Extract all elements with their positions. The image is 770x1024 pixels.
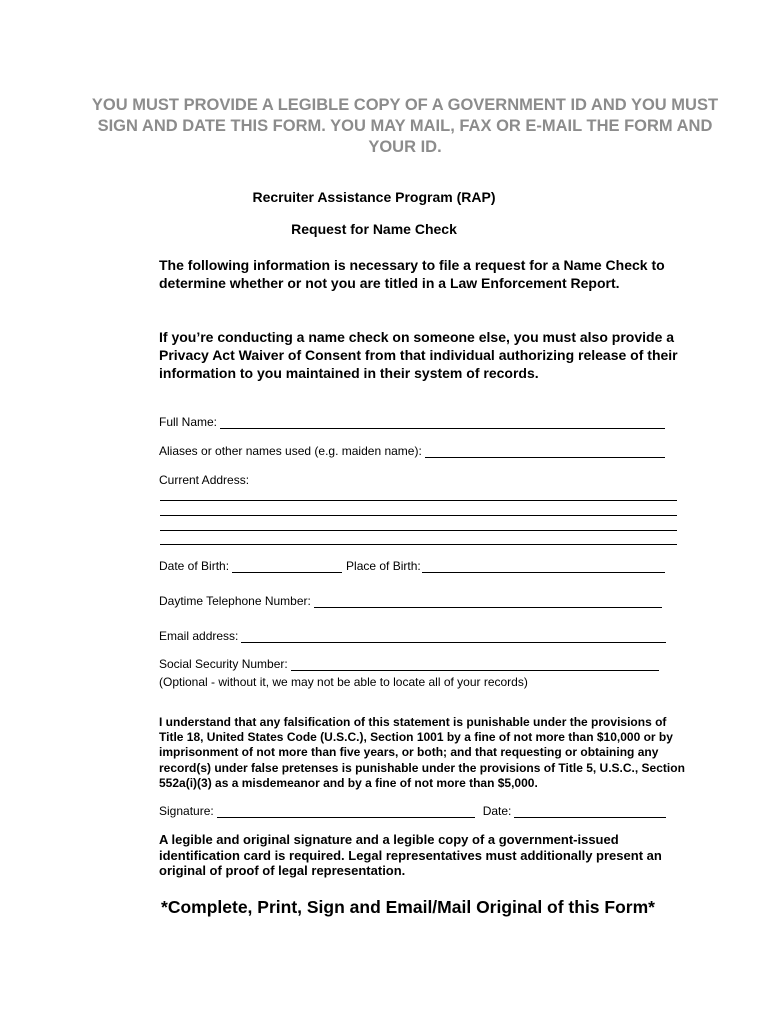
address-line-3[interactable] — [160, 530, 677, 531]
warning-line-1: YOU MUST PROVIDE A LEGIBLE COPY OF A GOVERNMENT ID AND YOU MUST — [91, 96, 719, 114]
ssn-field[interactable] — [291, 659, 659, 671]
ssn-label: Social Security Number: — [159, 657, 288, 671]
form-title: Request for Name Check — [291, 221, 457, 237]
warning-line-3: YOUR ID. — [368, 138, 442, 156]
warning-line-2: SIGN AND DATE THIS FORM. YOU MAY MAIL, FAX OR E-MAIL THE FORM AND — [97, 117, 713, 135]
place-of-birth-field[interactable] — [422, 561, 665, 573]
ssn-optional-note: (Optional - without it, we may not be able to locate all of your records) — [159, 675, 528, 689]
date-of-birth-label: Date of Birth: — [159, 559, 230, 573]
full-name-label: Full Name: — [159, 415, 218, 429]
current-address-row — [159, 473, 249, 487]
daytime-phone-row — [159, 594, 662, 608]
daytime-phone-label: Daytime Telephone Number: — [159, 594, 311, 608]
signature-label: Signature: — [159, 804, 214, 818]
privacy-waiver-paragraph: If you’re conducting a name check on someone else, you must also provide a Privacy Act Waiver of Consent from that individual authorizing release of their information to you maintained in their system of records. — [159, 329, 678, 381]
date-label: Date: — [482, 804, 512, 818]
aliases-row — [159, 444, 665, 458]
current-address-label: Current Address: — [159, 473, 250, 487]
aliases-label: Aliases or other names used (e.g. maiden name): — [159, 444, 422, 458]
address-line-1[interactable] — [160, 500, 677, 501]
intro-paragraph: The following information is necessary to file a request for a Name Check to determine whether or not you are titled in a Law Enforcement Report. — [159, 257, 665, 291]
date-of-birth-field[interactable] — [232, 561, 342, 573]
full-name-row — [159, 415, 665, 429]
signature-field[interactable] — [217, 806, 475, 818]
address-line-2[interactable] — [160, 515, 677, 516]
signature-row — [159, 804, 666, 818]
daytime-phone-field[interactable] — [314, 596, 662, 608]
aliases-field[interactable] — [425, 446, 665, 458]
id-requirement-warning — [40, 95, 770, 158]
signature-requirement-note: A legible and original signature and a legible copy of a government-issued identification card is required. Legal representatives must additionally present an original of proof of legal representation. — [159, 832, 662, 878]
birth-row — [159, 559, 665, 573]
program-title: Recruiter Assistance Program (RAP) — [252, 189, 496, 205]
address-line-4[interactable] — [160, 544, 677, 545]
email-row — [159, 629, 666, 643]
ssn-row — [159, 657, 659, 671]
place-of-birth-label: Place of Birth: — [346, 559, 421, 573]
full-name-field[interactable] — [220, 417, 665, 429]
email-label: Email address: — [159, 629, 239, 643]
falsification-statement: I understand that any falsification of this statement is punishable under the provisions of Title 18, United States Code (U.S.C.), Section 1001 by a fine of not more than $10,000 or by imprisonment of not more than five years, or both; and that requesting or obtaining any record(s) under false pretenses is punishable under the provisions of Title 5, U.S.C., Section 552a(i)(3) as a misdemeanor and by a fine of not more than $5,000. — [159, 715, 685, 790]
date-field[interactable] — [514, 806, 666, 818]
email-field[interactable] — [241, 631, 666, 643]
form-instructions-footer: *Complete, Print, Sign and Email/Mail Original of this Form* — [161, 897, 655, 917]
